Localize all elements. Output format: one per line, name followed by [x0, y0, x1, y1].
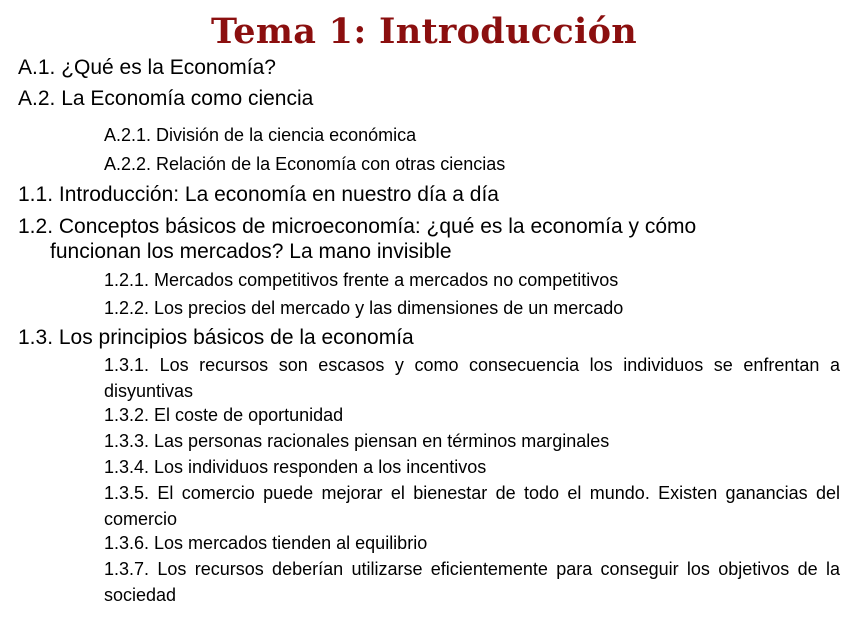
outline-item-1-2-line2: funcionan los mercados? La mano invisible: [50, 240, 452, 263]
outline-item-1-3: 1.3. Los principios básicos de la economía: [18, 326, 414, 349]
outline-item-1-3-2: 1.3.2. El coste de oportunidad: [104, 405, 344, 425]
slide-title: Tema 1: Introducción: [210, 11, 638, 52]
outline-item-1-3-7: 1.3.7. Los recursos deberían utilizarse eficientemente para conseguir los objetivos de la sociedad: [104, 559, 840, 605]
outline-item-a2-2: A.2.2. Relación de la Economía con otras ciencias: [104, 154, 506, 174]
outline-item-1-2-1: 1.2.1. Mercados competitivos frente a mercados no competitivos: [104, 270, 619, 290]
outline-item-1-3-6: 1.3.6. Los mercados tienden al equilibrio: [104, 533, 428, 553]
outline-item-1-2-line1: 1.2. Conceptos básicos de microeconomía: ¿qué es la economía y cómo: [18, 215, 697, 238]
outline-item-1-3-1: 1.3.1. Los recursos son escasos y como consecuencia los individuos se enfrentan a disyuntivas: [104, 355, 840, 401]
outline-item-1-2: [18, 214, 828, 264]
outline-item-1-1: 1.1. Introducción: La economía en nuestro día a día: [18, 183, 499, 206]
outline-item-a2: A.2. La Economía como ciencia: [18, 87, 314, 110]
outline-item-a1: A.1. ¿Qué es la Economía?: [18, 56, 276, 79]
outline-item-1-3-4: 1.3.4. Los individuos responden a los incentivos: [104, 457, 487, 477]
outline-item-a2-1: A.2.1. División de la ciencia económica: [104, 125, 417, 145]
outline-item-1-3-5: 1.3.5. El comercio puede mejorar el bienestar de todo el mundo. Existen ganancias del comercio: [104, 483, 840, 529]
outline-item-1-3-3: 1.3.3. Las personas racionales piensan en términos marginales: [104, 431, 610, 451]
outline-item-1-2-2: 1.2.2. Los precios del mercado y las dimensiones de un mercado: [104, 298, 624, 318]
